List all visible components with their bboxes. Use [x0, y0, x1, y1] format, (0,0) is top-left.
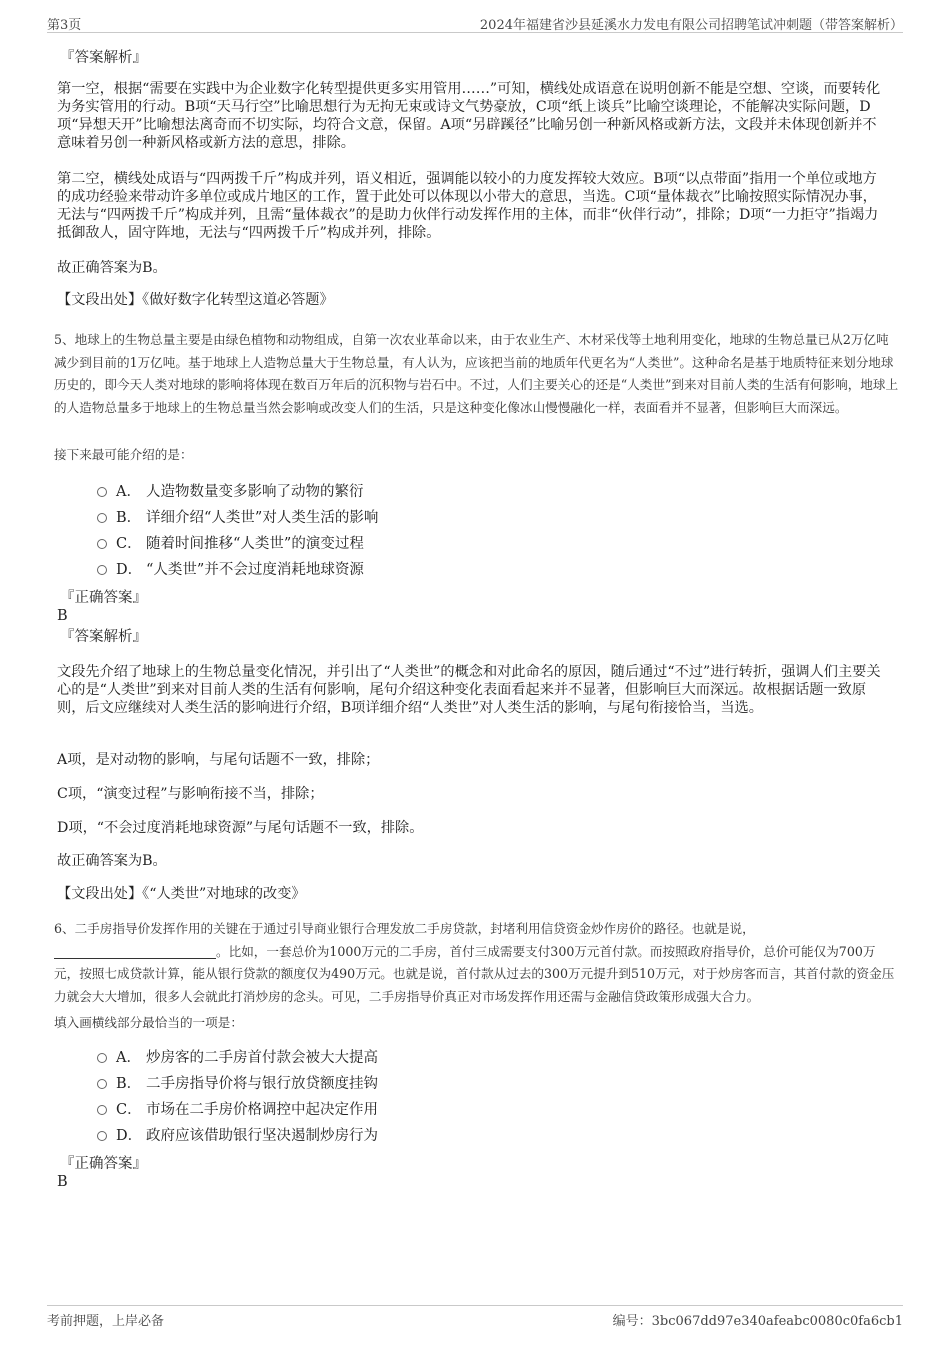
q5-option-d[interactable]: D． “人类世”并不会过度消耗地球资源 — [97, 561, 364, 579]
q5-conclusion: 故正确答案为B。 — [57, 853, 167, 869]
q6-question: 填入画横线部分最恰当的一项是： — [54, 1015, 243, 1030]
q6-option-b[interactable]: B． 二手房指导价将与银行放贷额度挂钩 — [97, 1075, 378, 1093]
q5-stem: 5、地球上的生物总量主要是由绿色植物和动物组成，自第一次农业革命以来，由于农业生产、木材采伐等土地利用变化，地球的生物总量已从2万亿吨减少到目前的1万亿吨。基于地球上人造物总量大于生物总量，有人认为，应该把当前的地质年代更名为“人类世”。这种命名是基于地质特征来划分地球历史的，即今天人类对地球的影响将体现在数百万年后的沉积物与岩石中。不过，人们主要关心的还是“人类世”到来对目前人类的生活有何影响，地球上的人造物总量多于地球上的生物总量当然会影响或改变人们的生活，只是这种变化像冰山慢慢融化一样，表面看并不显著，但影响巨大而深远。 — [54, 332, 899, 415]
q5-option-c[interactable]: C． 随着时间推移“人类世”的演变过程 — [97, 535, 364, 553]
q4-analysis-paragraph-1: 第一空，根据“需要在实践中为企业数字化转型提供更多实用管用……”可知，横线处成语意在说明创新不能是空想、空谈，而要转化为务实管用的行动。B项“天马行空”比喻思想行为无拘无束或诗文气势豪放，C项“纸上谈兵”比喻空谈理论，不能解决实际问题，D项“异想天开”比喻想法离奇而不切实际，均符合文意，保留。A项“另辟蹊径”比喻另创一种新风格或新方法，文段并未体现创新并不意味着另创一种新风格或新方法的意思，排除。 — [57, 81, 881, 151]
radio-icon[interactable] — [97, 1105, 107, 1115]
radio-icon[interactable] — [97, 539, 107, 549]
radio-icon[interactable] — [97, 487, 107, 497]
document-title: 2024年福建省沙县延溪水力发电有限公司招聘笔试冲刺题（带答案解析） — [479, 18, 903, 33]
radio-icon[interactable] — [97, 1079, 107, 1089]
radio-icon[interactable] — [97, 1131, 107, 1141]
radio-icon[interactable] — [97, 513, 107, 523]
q5-answer: B — [57, 608, 68, 624]
q6-option-c[interactable]: C． 市场在二手房价格调控中起决定作用 — [97, 1101, 378, 1119]
page-footer — [47, 1305, 903, 1329]
q5-note-d: D项，“不会过度消耗地球资源”与尾句话题不一致，排除。 — [57, 820, 424, 836]
q4-conclusion: 故正确答案为B。 — [57, 260, 167, 276]
q4-analysis-paragraph-2: 第二空，横线处成语与“四两拨千斤”构成并列，语义相近，强调能以较小的力度发挥较大效应。B项“以点带面”指用一个单位或地方的成功经验来带动许多单位或成片地区的工作，置于此处可以体现以小带大的意思，当选。C项“量体裁衣”比喻按照实际情况办事，无法与“四两拨千斤”构成并列，且需“量体裁衣”的是助力伙伴行动发挥作用的主体，而非“伙伴行动”，排除；D项“一力拒守”指竭力抵御敌人，固守阵地，无法与“四两拨千斤”构成并列，排除。 — [57, 171, 879, 241]
q5-source: 【文段出处】《“人类世”对地球的改变》 — [57, 886, 306, 902]
q5-note-c: C项，“演变过程”与影响衔接不当，排除； — [57, 786, 324, 802]
q5-note-a: A项，是对动物的影响，与尾句话题不一致，排除； — [57, 752, 380, 768]
radio-icon[interactable] — [97, 1053, 107, 1063]
radio-icon[interactable] — [97, 565, 107, 575]
q6-option-d[interactable]: D． 政府应该借助银行坚决遏制炒房行为 — [97, 1127, 378, 1145]
q5-analysis-label: 『答案解析』 — [60, 629, 147, 645]
q5-question: 接下来最可能介绍的是： — [54, 447, 193, 462]
q4-source: 【文段出处】《做好数字化转型这道必答题》 — [57, 292, 334, 308]
q5-option-b[interactable]: B． 详细介绍“人类世”对人类生活的影响 — [97, 509, 378, 527]
footer-slogan: 考前押题，上岸必备 — [47, 1314, 165, 1329]
q5-analysis: 文段先介绍了地球上的生物总量变化情况，并引出了“人类世”的概念和对此命名的原因，随后通过“不过”进行转折，强调人们主要关心的是“人类世”到来对目前人类的生活有何影响，尾句介绍这种变化表面看起来并不显著，但影响巨大而深远。故根据话题一致原则，后文应继续对人类生活的影响进行介绍，B项详细介绍“人类世”对人类生活的影响，与尾句衔接恰当，当选。 — [57, 664, 881, 716]
q5-option-a[interactable]: A． 人造物数量变多影响了动物的繁衍 — [97, 483, 364, 501]
page-number: 第3页 — [47, 18, 82, 33]
q6-answer: B — [57, 1174, 68, 1190]
document-serial: 编号：3bc067dd97e340afeabc0080c0fa6cb1 — [612, 1314, 903, 1329]
q5-answer-label: 『正确答案』 — [60, 590, 147, 606]
page-header — [47, 12, 903, 33]
q4-analysis-label: 『答案解析』 — [60, 50, 147, 66]
q6-option-a[interactable]: A． 炒房客的二手房首付款会被大大提高 — [97, 1049, 378, 1067]
fill-blank — [54, 944, 216, 959]
q6-stem: 6、二手房指导价发挥作用的关键在于通过引导商业银行合理发放二手房贷款，封堵利用信贷资金炒作房价的路径。也就是说， 。比如，一套总价为1000万元的二手房，首付三成需要支付300万元首付款。而按照政府指导价，总价可能仅为700万元，按照七成贷款计算，能从银行贷款的额度仅为490万元。也就是说，首付款从过去的300万元提升到510万元，对于炒房客而言，其首付款的资金压力就会大大增加，很多人会就此打消炒房的念头。可见，二手房指导价真正对市场发挥作用还需与金融信贷政策形成强大合力。 — [54, 921, 895, 1004]
q6-answer-label: 『正确答案』 — [60, 1156, 147, 1172]
